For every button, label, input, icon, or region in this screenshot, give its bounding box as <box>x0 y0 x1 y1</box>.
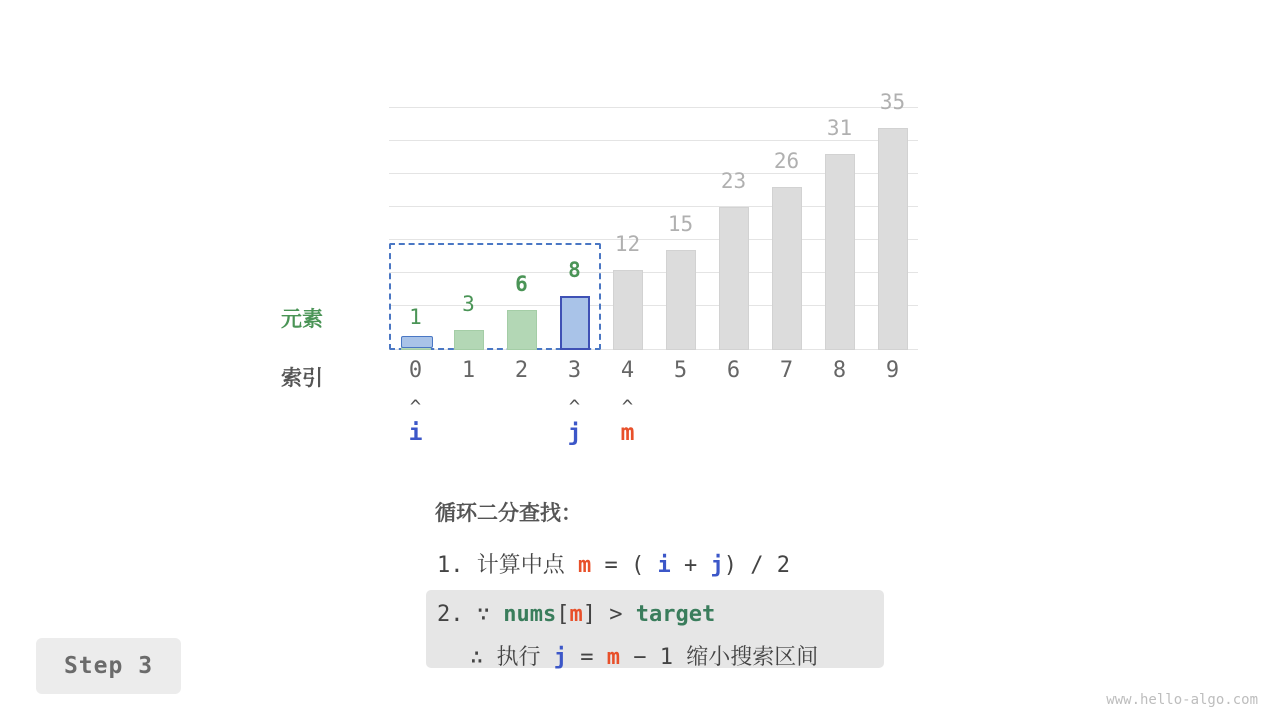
bar-value-label: 31 <box>826 116 853 140</box>
index-label: 7 <box>779 358 794 383</box>
bar <box>507 310 537 350</box>
bar <box>772 187 802 350</box>
pointer-caret-m: ^ <box>621 396 634 418</box>
index-label: 0 <box>408 358 423 383</box>
token-nums: nums <box>503 602 557 627</box>
index-label: 6 <box>726 358 741 383</box>
token-tail: 缩小搜索区间 <box>686 645 819 670</box>
bar-value-label: 8 <box>568 258 581 282</box>
token-tail: ) / 2 <box>723 553 790 578</box>
token-j: j <box>710 553 724 578</box>
pointer-caret-j: ^ <box>568 396 581 418</box>
bar-value-label: 23 <box>720 169 747 193</box>
index-label: 9 <box>885 358 900 383</box>
token-target: target <box>635 602 716 627</box>
step1-number: 1. <box>437 553 464 578</box>
bar-value-label: 3 <box>462 292 475 316</box>
token-minus: − 1 <box>633 645 674 670</box>
token-m: m <box>578 553 592 578</box>
token-lbracket: [ <box>556 602 570 627</box>
bar-value-label: 26 <box>773 149 800 173</box>
token-m: m <box>569 602 583 627</box>
token-j: j <box>553 645 568 670</box>
therefore-symbol: ∴ <box>470 645 484 670</box>
because-symbol: ∵ <box>476 602 490 627</box>
token-m: m <box>606 645 621 670</box>
token-eq: = <box>580 645 594 670</box>
bar <box>613 270 643 350</box>
index-axis <box>389 358 918 392</box>
bar-slot <box>495 100 548 350</box>
bar <box>719 207 749 350</box>
row-label-element: 元素 <box>281 307 323 331</box>
exec-text: 执行 <box>496 645 541 670</box>
bar-value-label: 12 <box>614 232 641 256</box>
token-eq: = ( <box>604 553 645 578</box>
bar-slot <box>601 100 654 350</box>
index-label: 2 <box>514 358 529 383</box>
left-pointer-marker <box>401 336 433 348</box>
token-i: i <box>657 553 671 578</box>
bar-value-label: 15 <box>667 212 694 236</box>
index-label: 5 <box>673 358 688 383</box>
pointer-label-j: j <box>567 420 582 446</box>
pointer-label-m: m <box>620 420 635 446</box>
bar-slot <box>760 100 813 350</box>
token-plus: + <box>684 553 698 578</box>
bar <box>825 154 855 350</box>
bar-value-label: 1 <box>409 305 422 329</box>
bar-slot <box>707 100 760 350</box>
step-badge: Step 3 <box>36 638 181 694</box>
bar-chart <box>389 90 918 350</box>
bar-value-label: 6 <box>515 272 528 296</box>
bar-slot-current <box>548 100 601 350</box>
step2-number: 2. <box>437 602 464 627</box>
pointer-label-i: i <box>408 420 423 446</box>
step-line-2 <box>437 602 715 627</box>
step-line-1 <box>437 548 790 579</box>
token-rbracket: ] <box>582 602 596 627</box>
bar-highlight <box>560 296 590 350</box>
row-label-index: 索引 <box>281 366 323 390</box>
index-label: 1 <box>461 358 476 383</box>
bar <box>454 330 484 350</box>
pointer-caret-i: ^ <box>409 396 422 418</box>
watermark: www.hello-algo.com <box>1106 692 1258 708</box>
bar <box>878 128 908 350</box>
index-label: 4 <box>620 358 635 383</box>
index-label: 8 <box>832 358 847 383</box>
index-label: 3 <box>567 358 582 383</box>
bar-value-label: 35 <box>879 90 906 114</box>
step1-desc: 计算中点 <box>476 553 565 578</box>
bar <box>666 250 696 350</box>
token-gt: > <box>609 602 623 627</box>
caption-title: 循环二分查找： <box>435 501 582 525</box>
bar-slot <box>866 100 919 350</box>
step-line-3 <box>470 640 818 671</box>
